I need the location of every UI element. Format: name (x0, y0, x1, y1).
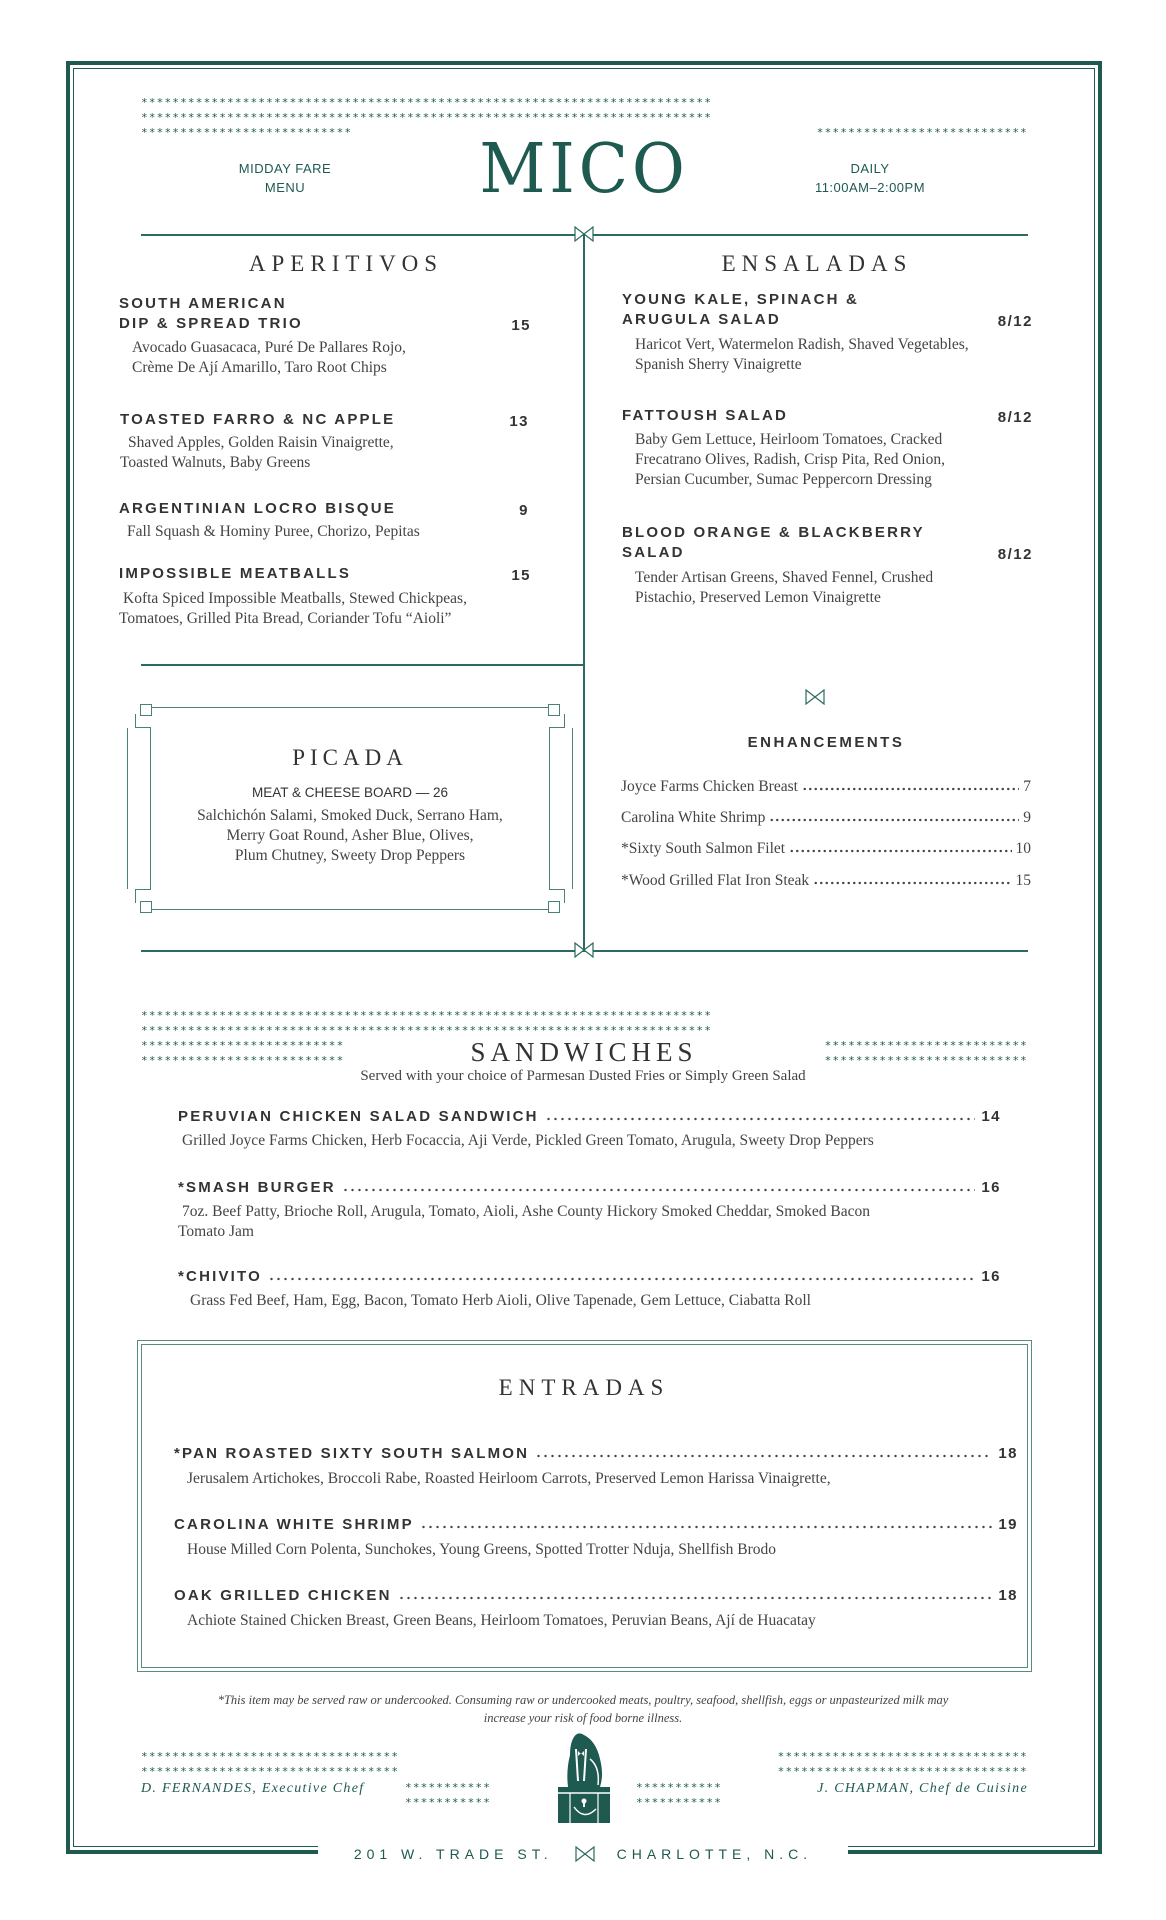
dot-leader (789, 843, 1011, 853)
star-row: ******************************** (777, 1750, 1028, 1763)
item-description: Toasted Walnuts, Baby Greens (120, 454, 311, 471)
item-price: 15 (511, 317, 531, 334)
city-address: CHARLOTTE, N.C. (616, 1846, 813, 1862)
item-name: ARGENTINIAN LOCRO BISQUE (119, 500, 396, 517)
enhancement-name: Joyce Farms Chicken Breast (621, 778, 798, 795)
midday-fare-line2: MENU (264, 180, 306, 195)
item-name: *SMASH BURGER (178, 1179, 336, 1196)
menu-item (622, 406, 1033, 490)
star-row: *************************** (141, 126, 353, 139)
dot-leader (398, 1590, 993, 1600)
entradas-heading: ENTRADAS (498, 1375, 670, 1400)
midday-fare-line1: MIDDAY FARE (238, 161, 332, 176)
bowtie-icon (574, 942, 594, 958)
menu-item (174, 1444, 1018, 1489)
item-description: Achiote Stained Chicken Breast, Green Beans, Heirloom Tomatoes, Peruvian Beans, Ají de Huacatay (187, 1612, 816, 1629)
star-row: *********** (636, 1796, 723, 1809)
dot-leader (769, 812, 1019, 822)
picada-description: Merry Goat Round, Asher Blue, Olives, (226, 827, 474, 844)
sandwiches-heading: SANDWICHES (470, 1037, 698, 1067)
star-row: *********** (405, 1781, 492, 1794)
item-description: Spanish Sherry Vinaigrette (635, 356, 802, 373)
menu-item (120, 410, 529, 473)
box-corner (140, 704, 152, 716)
item-description: Avocado Guasacaca, Puré De Pallares Rojo, (132, 339, 406, 356)
item-description: 7oz. Beef Patty, Brioche Roll, Arugula, Tomato, Aioli, Ashe County Hickory Smoked Cheddar, Smoked Bacon (182, 1203, 870, 1220)
item-name: TOASTED FARRO & NC APPLE (120, 411, 396, 428)
enhancement-name: *Wood Grilled Flat Iron Steak (621, 872, 810, 889)
disclaimer-line: increase your risk of food borne illness. (483, 1711, 683, 1725)
picada-description: Plum Chutney, Sweety Drop Peppers (234, 847, 466, 864)
item-name: *PAN ROASTED SIXTY SOUTH SALMON (174, 1445, 530, 1462)
enhancement-row (621, 809, 1031, 827)
star-row: ************************** (824, 1039, 1028, 1052)
menu-item (622, 523, 1033, 608)
item-price: 18 (998, 1445, 1018, 1462)
item-name: OAK GRILLED CHICKEN (174, 1587, 392, 1604)
hours-line1: DAILY (850, 161, 890, 176)
mico-logo: MICO (479, 130, 689, 209)
dot-leader (268, 1271, 975, 1281)
bowtie-icon (574, 226, 594, 242)
star-row: ************************************************************************* (141, 1024, 713, 1037)
item-price: 13 (509, 413, 529, 430)
box-corner (135, 714, 151, 728)
sandwiches-subtitle: Served with your choice of Parmesan Dusted Fries or Simply Green Salad (360, 1068, 806, 1084)
menu-item (119, 294, 531, 378)
enhancement-name: *Sixty South Salmon Filet (621, 840, 786, 857)
item-description: Tomato Jam (178, 1223, 254, 1240)
enhancement-row (621, 840, 1031, 858)
dot-leader (813, 875, 1011, 885)
item-description: Crème De Ají Amarillo, Taro Root Chips (132, 359, 387, 376)
dot-leader (342, 1182, 976, 1192)
item-name: *CHIVITO (178, 1268, 263, 1285)
star-row: ************************************************************************* (141, 96, 713, 109)
hours-label (780, 159, 960, 197)
item-price: 15 (511, 567, 531, 584)
bowtie-icon (575, 1846, 595, 1862)
star-row: ********************************* (141, 1750, 400, 1763)
chef-de-cuisine: J. CHAPMAN, Chef de Cuisine (817, 1781, 1028, 1796)
item-description: Fall Squash & Hominy Puree, Chorizo, Pepitas (127, 523, 420, 540)
item-name: IMPOSSIBLE MEATBALLS (119, 565, 352, 582)
enhancement-row (621, 872, 1031, 890)
item-price: 14 (981, 1108, 1001, 1125)
item-price: 8/12 (997, 409, 1033, 426)
star-row: *********** (636, 1781, 723, 1794)
item-description: Frecatrano Olives, Radish, Crisp Pita, Red Onion, (635, 451, 945, 468)
star-row: ************************************************************************* (141, 1009, 713, 1022)
item-name: CAROLINA WHITE SHRIMP (174, 1516, 414, 1533)
enhancement-price: 10 (1015, 840, 1031, 857)
item-description: Kofta Spiced Impossible Meatballs, Stewed Chickpeas, (123, 590, 467, 607)
midday-fare-label (205, 159, 365, 197)
dot-leader (802, 781, 1019, 791)
menu-item (622, 290, 1033, 375)
item-description: Tender Artisan Greens, Shaved Fennel, Crushed (635, 569, 934, 586)
street-address: 201 W. TRADE ST. (353, 1846, 553, 1862)
item-description: Jerusalem Artichokes, Broccoli Rabe, Roasted Heirloom Carrots, Preserved Lemon Harissa Vinaigrette, (187, 1470, 831, 1487)
enhancements-heading: ENHANCEMENTS (747, 734, 905, 751)
box-corner (549, 714, 565, 728)
divider-left-mid (141, 664, 584, 666)
item-name: SOUTH AMERICAN (119, 295, 287, 312)
menu-item (178, 1178, 1001, 1242)
box-corner (548, 901, 560, 913)
walrus-mascot-logo (556, 1731, 612, 1825)
item-price: 8/12 (997, 546, 1033, 563)
disclaimer-line: *This item may be served raw or undercooked. Consuming raw or undercooked meats, poultry, seafood, shellfish, eggs or unpasteurized milk may (217, 1693, 949, 1707)
box-corner (140, 901, 152, 913)
item-name: ARUGULA SALAD (622, 311, 781, 328)
item-name: FATTOUSH SALAD (622, 407, 789, 424)
star-row: ************************** (824, 1054, 1028, 1067)
dot-leader (545, 1111, 976, 1121)
item-price: 16 (981, 1268, 1001, 1285)
enhancement-name: Carolina White Shrimp (621, 809, 766, 826)
star-row: *************************** (816, 126, 1028, 139)
menu-item (178, 1107, 1001, 1151)
menu-item (119, 564, 531, 629)
star-row: ******************************** (777, 1765, 1028, 1778)
enhancement-row (621, 778, 1031, 796)
item-description: Shaved Apples, Golden Raisin Vinaigrette, (128, 434, 394, 451)
item-description: Tomatoes, Grilled Pita Bread, Coriander Tofu “Aioli” (119, 610, 452, 627)
disclaimer (130, 1691, 1036, 1727)
menu-item (174, 1586, 1018, 1631)
item-price: 18 (998, 1587, 1018, 1604)
picada-box (150, 707, 550, 910)
item-name: BLOOD ORANGE & BLACKBERRY (622, 524, 925, 541)
item-price: 16 (981, 1179, 1001, 1196)
picada-subtitle: MEAT & CHEESE BOARD — 26 (251, 785, 449, 800)
item-name: SALAD (622, 544, 685, 561)
item-description: Grilled Joyce Farms Chicken, Herb Focaccia, Aji Verde, Pickled Green Tomato, Arugula, Sweety Drop Peppers (182, 1132, 874, 1149)
picada-heading: PICADA (292, 745, 408, 770)
star-row: ************************** (141, 1054, 345, 1067)
item-description: Haricot Vert, Watermelon Radish, Shaved Vegetables, (635, 336, 969, 353)
ensaladas-heading: ENSALADAS (721, 251, 913, 276)
address-bar (318, 1842, 848, 1866)
box-corner (548, 704, 560, 716)
item-description: Persian Cucumber, Sumac Peppercorn Dressing (635, 471, 932, 488)
menu-item (119, 499, 529, 542)
bowtie-icon (805, 689, 825, 705)
item-description: Pistachio, Preserved Lemon Vinaigrette (635, 589, 881, 606)
executive-chef: D. FERNANDES, Executive Chef (141, 1781, 365, 1796)
item-name: YOUNG KALE, SPINACH & (622, 291, 860, 308)
item-name: PERUVIAN CHICKEN SALAD SANDWICH (178, 1108, 539, 1125)
enhancement-price: 7 (1023, 778, 1031, 795)
dot-leader (420, 1519, 993, 1529)
item-name: DIP & SPREAD TRIO (119, 315, 303, 332)
star-row: ************************** (141, 1039, 345, 1052)
item-price: 9 (519, 502, 529, 519)
item-price: 8/12 (997, 313, 1033, 330)
star-row: ************************************************************************* (141, 111, 713, 124)
aperitivos-heading: APERITIVOS (248, 251, 444, 276)
star-row: *********** (405, 1796, 492, 1809)
dot-leader (535, 1448, 992, 1458)
star-row: ********************************* (141, 1765, 400, 1778)
enhancement-price: 15 (1015, 872, 1031, 889)
divider-vertical (583, 234, 585, 950)
picada-description: Salchichón Salami, Smoked Duck, Serrano Ham, (197, 807, 503, 824)
item-price: 19 (998, 1516, 1018, 1533)
item-description: House Milled Corn Polenta, Sunchokes, Young Greens, Spotted Trotter Nduja, Shellfish Brodo (187, 1541, 776, 1558)
menu-item (174, 1515, 1018, 1560)
item-description: Grass Fed Beef, Ham, Egg, Bacon, Tomato Herb Aioli, Olive Tapenade, Gem Lettuce, Ciabatta Roll (190, 1292, 811, 1309)
hours-line2: 11:00AM–2:00PM (814, 180, 926, 195)
item-description: Baby Gem Lettuce, Heirloom Tomatoes, Cracked (635, 431, 943, 448)
enhancement-price: 9 (1023, 809, 1031, 826)
menu-item (178, 1267, 1001, 1311)
